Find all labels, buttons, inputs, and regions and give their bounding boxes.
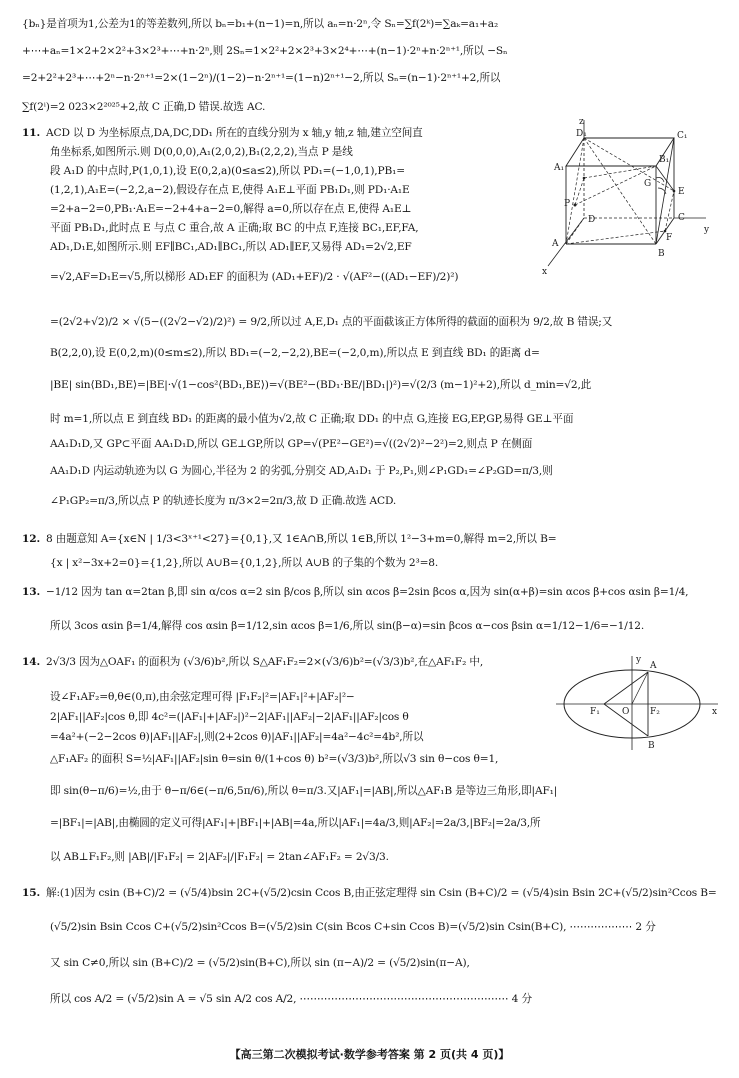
text-line: AD₁,D₁E,如图所示.则 EF∥BC₁,AD₁∥BC₁,所以 AD₁∥EF,又易得 AD₁=2√2,EF — [50, 241, 412, 253]
text-line: 角坐标系,如图所示.则 D(0,0,0),A₁(2,0,2),B₁(2,2,2),当点 P 是线 — [50, 146, 353, 158]
text-line: =√2,AF=D₁E=√5,所以梯形 AD₁EF 的面积为 (AD₁+EF)/2 · √(AF²−((AD₁−EF)/2)²) — [50, 271, 459, 283]
ellipse-figure — [552, 654, 722, 752]
text-line: {x | x²−3x+2=0}={1,2},所以 A∪B={0,1,2},所以 A∪B 的子集的个数为 2³=8. — [50, 557, 439, 569]
question-number-11: 11. — [22, 127, 40, 139]
label-F2: F₂ — [650, 707, 660, 717]
text-line: =|BF₁|=|AB|,由椭圆的定义可得|AF₁|+|BF₁|+|AB|=4a,所以|AF₁|=4a/3,则|AF₂|=2a/3,|BF₂|=2a/3,所 — [50, 817, 541, 829]
label-F: F — [666, 233, 673, 243]
text-line: 8 由题意知 A={x∈N | 1/3<3ˣ⁺¹<27}={0,1},又 1∈A∩B,所以 1∈B,所以 1²−3+m=0,解得 m=2,所以 B= — [46, 533, 557, 545]
text-line: 设∠F₁AF₂=θ,θ∈(0,π),由余弦定理可得 |F₁F₂|²=|AF₁|²+|AF₂|²− — [50, 691, 355, 703]
text-line: 以 AB⊥F₁F₂,则 |AB|/|F₁F₂| = 2|AF₂|/|F₁F₂| = 2tan∠AF₁F₂ = 2√3/3. — [50, 851, 389, 863]
label-G: G — [644, 179, 652, 189]
question-number-14: 14. — [22, 656, 40, 668]
label-B1: B₁ — [659, 155, 670, 165]
label-F1: F₁ — [590, 707, 600, 717]
question-number-13: 13. — [22, 586, 40, 598]
text-line: 所以 cos A/2 = (√5/2)sin A = √5 sin A/2 cos A/2, ⋯⋯⋯⋯⋯⋯⋯⋯⋯⋯⋯⋯⋯⋯⋯⋯⋯⋯⋯⋯ 4 分 — [50, 993, 532, 1005]
text-line: 2|AF₁||AF₂|cos θ,即 4c²=(|AF₁|+|AF₂|)²−2|AF₁||AF₂|−2|AF₁||AF₂|cos θ — [50, 711, 409, 723]
label-D1: D₁ — [576, 129, 587, 139]
question-number-12: 12. — [22, 533, 40, 545]
label-y: y — [704, 225, 710, 235]
label-C: C — [678, 213, 685, 223]
text-line: 所以 3cos αsin β=1/4,解得 cos αsin β=1/12,sin αcos β=1/6,所以 sin(β−α)=sin βcos α−cos βsin α=1/12−1/6=−1/12. — [50, 620, 645, 632]
text-line: ∑f(2ⁱ)=2 023×2²⁰²⁵+2,故 C 正确,D 错误.故选 AC. — [22, 101, 266, 113]
text-line: 平面 PB₁D₁,此时点 E 与点 C 重合,故 A 正确;取 BC 的中点 F,连接 BC₁,EF,FA, — [50, 222, 419, 234]
text-line: ACD 以 D 为坐标原点,DA,DC,DD₁ 所在的直线分别为 x 轴,y 轴,z 轴,建立空间直 — [46, 127, 423, 139]
text-line: B(2,2,0),设 E(0,2,m)(0≤m≤2),所以 BD₁=(−2,−2,2),BE=(−2,0,m),所以点 E 到直线 BD₁ 的距离 d= — [50, 347, 540, 359]
text-line: 又 sin C≠0,所以 sin (B+C)/2 = (√5/2)sin(B+C),所以 sin (π−A)/2 = (√5/2)sin(π−A), — [50, 957, 470, 969]
label-B: B — [658, 249, 665, 259]
cube-top-face — [566, 138, 674, 166]
text-line: 时 m=1,所以点 E 到直线 BD₁ 的距离的最小值为√2,故 C 正确;取 DD₁ 的中点 G,连接 EG,EP,GP,易得 GE⊥平面 — [50, 413, 574, 425]
label-E: E — [678, 187, 685, 197]
label-x: x — [542, 267, 548, 277]
text-line: (√5/2)sin Bsin Ccos C+(√5/2)sin²Ccos B=(√5/2)sin C(sin Bcos C+sin Ccos B)=(√5/2)sin Csin(B+C), ⋯⋯⋯⋯⋯⋯ 2 分 — [50, 921, 656, 933]
text-line: −1/12 因为 tan α=2tan β,即 sin α/cos α=2 sin β/cos β,所以 sin αcos β=2sin βcos α,因为 sin(α+β)=sin αcos β+cos αsin β=1/4, — [46, 586, 689, 598]
label-y: y — [636, 655, 642, 665]
text-line: 段 A₁D 的中点时,P(1,0,1),设 E(0,2,a)(0≤a≤2),所以 PD₁=(−1,0,1),PB₁= — [50, 165, 405, 177]
label-A: A — [650, 661, 657, 671]
label-A1: A₁ — [554, 163, 565, 173]
text-line: =(2√2+√2)/2 × √(5−((2√2−√2)/2)²) = 9/2,所以过 A,E,D₁ 点的平面截该正方体所得的截面的面积为 9/2,故 B 错误;又 — [50, 316, 613, 328]
text-line: 即 sin(θ−π/6)=½,由于 θ−π/6∈(−π/6,5π/6),所以 θ=π/3.又|AF₁|=|AB|,所以△AF₁B 是等边三角形,即|AF₁| — [50, 785, 558, 797]
label-A: A — [552, 239, 559, 249]
text-line: |BE| sin⟨BD₁,BE⟩=|BE|·√(1−cos²⟨BD₁,BE⟩)=√(BE²−(BD₁·BE/|BD₁|)²)=√(2/3 (m−1)²+2),所以 d_min=√2,此 — [50, 379, 592, 391]
label-C1: C₁ — [677, 131, 688, 141]
text-line: =2+2²+2³+⋯+2ⁿ−n·2ⁿ⁺¹=2×(1−2ⁿ)/(1−2)−n·2ⁿ⁺¹=(1−n)2ⁿ⁺¹−2,所以 Sₙ=(n−1)·2ⁿ⁺¹+2,所以 — [22, 72, 501, 84]
label-D: D — [588, 215, 596, 225]
text-line: =4a²+(−2−2cos θ)|AF₁||AF₂|,则(2+2cos θ)|AF₁||AF₂|=4a²−4c²=4b²,所以 — [50, 731, 424, 743]
label-B: B — [648, 741, 655, 751]
text-line: 解:(1)因为 csin (B+C)/2 = (√5/4)bsin 2C+(√5/2)csin Ccos B,由正弦定理得 sin Csin (B+C)/2 = (√5/4)sin Bsin 2C+(√5/2)sin²Ccos B= — [46, 887, 717, 899]
question-number-15: 15. — [22, 887, 40, 899]
text-line: (1,2,1),A₁E=(−2,2,a−2),假设存在点 E,使得 A₁E⊥平面 PB₁D₁,则 PD₁·A₁E — [50, 184, 410, 196]
label-x: x — [712, 707, 718, 717]
label-O: O — [622, 707, 630, 717]
cube-figure — [538, 116, 718, 278]
text-line: AA₁D₁D,又 GP⊂平面 AA₁D₁D,所以 GE⊥GP,所以 GP=√(PE²−GE²)=√((2√2)²−2²)=2,则点 P 在侧面 — [50, 438, 533, 450]
label-z: z — [579, 117, 584, 127]
text-line: AA₁D₁D 内运动轨迹为以 G 为圆心,半径为 2 的劣弧,分别交 AD,A₁D₁ 于 P₂,P₁,则∠P₁GD₁=∠P₂GD=π/3,则 — [50, 465, 553, 477]
page-footer: 【高三第二次模拟考试·数学参考答案 第 2 页(共 4 页)】 — [229, 1048, 510, 1061]
text-line: ∠P₁GP₂=π/3,所以点 P 的轨迹长度为 π/3×2=2π/3,故 D 正确.故选 ACD. — [50, 495, 397, 507]
text-line: =2+a−2=0,PB₁·A₁E=−2+4+a−2=0,解得 a=0,所以存在点 E,使得 A₁E⊥ — [50, 203, 412, 215]
text-line: 2√3/3 因为△OAF₁ 的面积为 (√3/6)b²,所以 S△AF₁F₂=2×(√3/6)b²=(√3/3)b²,在△AF₁F₂ 中, — [46, 656, 484, 668]
text-line: {bₙ}是首项为1,公差为1的等差数列,所以 bₙ=b₁+(n−1)=n,所以 aₙ=n·2ⁿ,令 Sₙ=∑f(2ᵏ)=∑aₖ=a₁+a₂ — [22, 18, 499, 30]
text-line: △F₁AF₂ 的面积 S=½|AF₁||AF₂|sin θ=sin θ/(1+cos θ) b²=(√3/3)b²,所以√3 sin θ−cos θ=1, — [50, 753, 499, 765]
label-P: P — [564, 199, 571, 209]
text-line: +⋯+aₙ=1×2+2×2²+3×2³+⋯+n·2ⁿ,则 2Sₙ=1×2²+2×2³+3×2⁴+⋯+(n−1)·2ⁿ+n·2ⁿ⁺¹,所以 −Sₙ — [22, 45, 508, 57]
